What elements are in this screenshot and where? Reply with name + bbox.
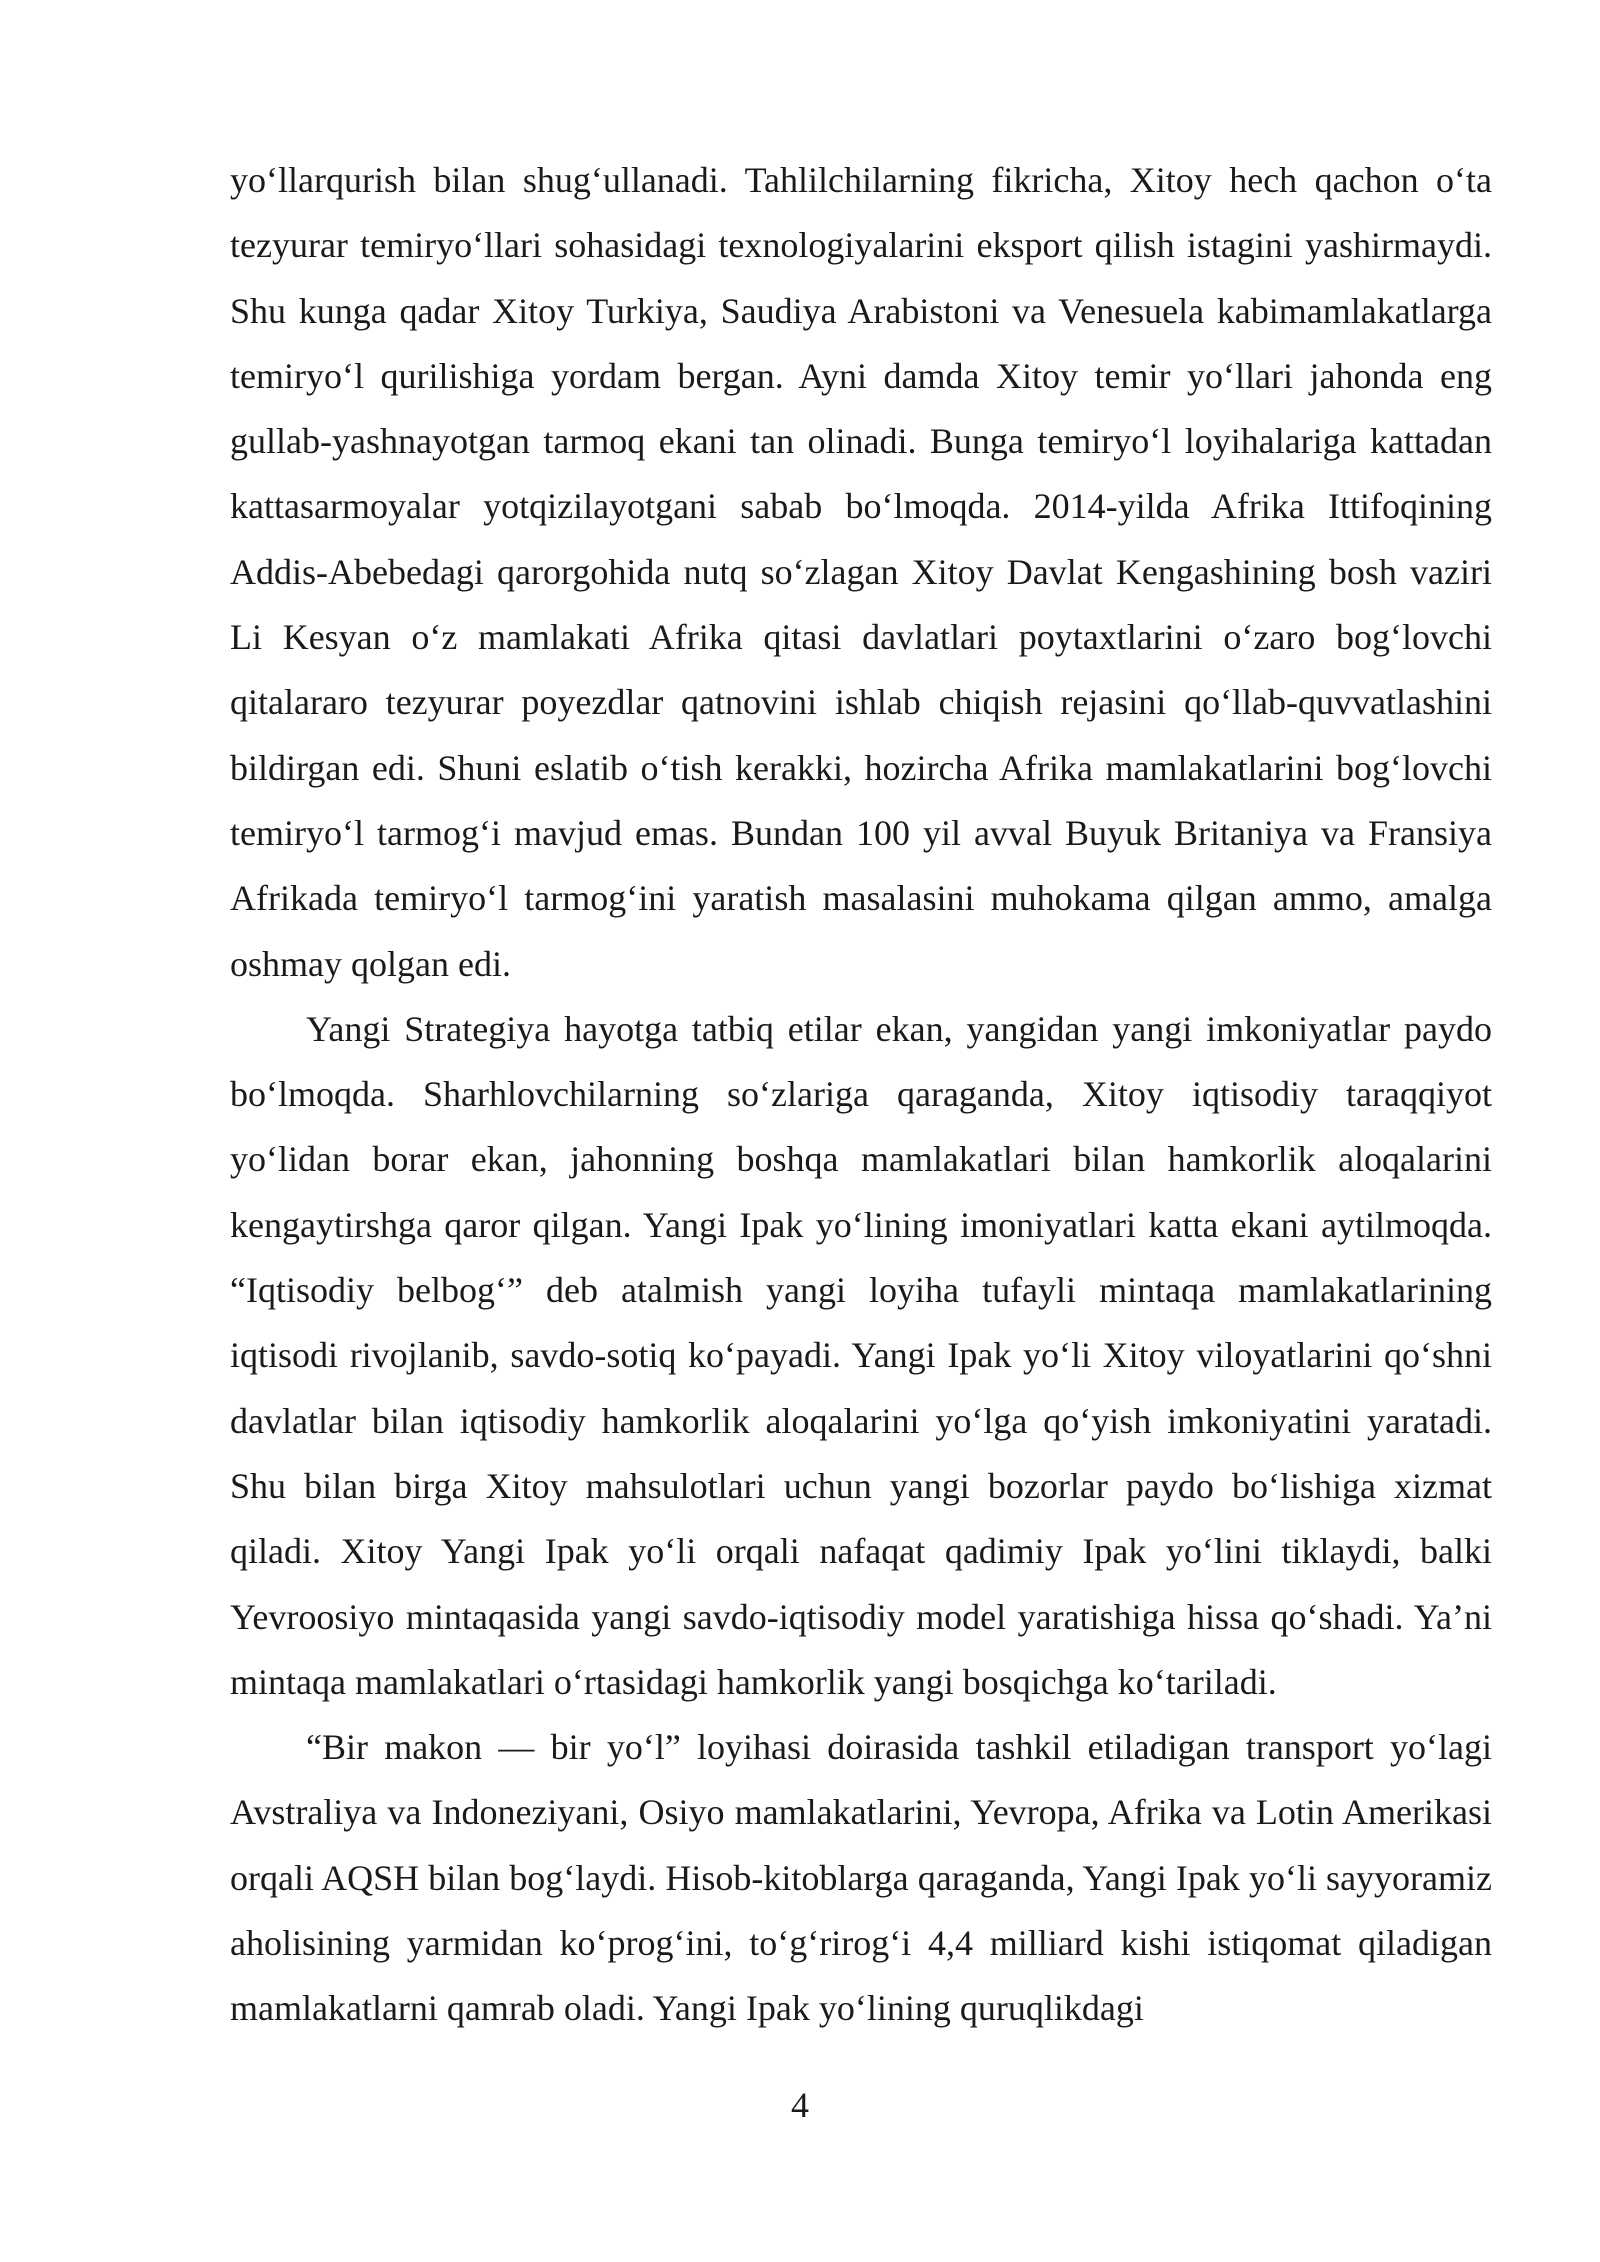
paragraph-3: “Bir makon — bir yo‘l” loyihasi doirasida tashkil etiladigan transport yo‘lagi Avstraliya va Indoneziyani, Osiyo mamlakatlarini, Yevropa, Afrika va Lotin Amerikasi orqali AQSH bilan bog‘laydi. Hisob-kitoblarga qaraganda, Yangi Ipak yo‘li sayyoramiz aholisining yarmidan ko‘prog‘ini, to‘g‘rirog‘i 4,4 milliard kishi istiqomat qiladigan mamlakatlarni qamrab oladi. Yangi Ipak yo‘lining quruqlikdagi: [230, 1727, 1492, 2029]
paragraph-2: Yangi Strategiya hayotga tatbiq etilar ekan, yangidan yangi imkoniyatlar paydo bo‘lmoqda. Sharhlovchilarning so‘zlariga qaraganda, Xitoy iqtisodiy taraqqiyot yo‘lidan borar ekan, jahonning boshqa mamlakatlari bilan hamkorlik aloqalarini kengaytirshga qaror qilgan. Yangi Ipak yo‘lining imoniyatlari katta ekani aytilmoqda. “Iqtisodiy belbog‘” deb atalmish yangi loyiha tufayli mintaqa mamlakatlarining iqtisodi rivojlanib, savdo-sotiq ko‘payadi. Yangi Ipak yo‘li Xitoy viloyatlarini qo‘shni davlatlar bilan iqtisodiy hamkorlik aloqalarini yo‘lga qo‘yish imkoniyatini yaratadi. Shu bilan birga Xitoy mahsulotlari uchun yangi bozorlar paydo bo‘lishiga xizmat qiladi. Xitoy Yangi Ipak yo‘li orqali nafaqat qadimiy Ipak yo‘lini tiklaydi, balki Yevroosiyo mintaqasida yangi savdo-iqtisodiy model yaratishiga hissa qo‘shadi. Ya’ni mintaqa mamlakatlari o‘rtasidagi hamkorlik yangi bosqichga ko‘tariladi.: [230, 1008, 1492, 1702]
page-number: 4: [791, 2085, 809, 2125]
body-text: [230, 148, 1492, 2042]
paragraph-1: yo‘llarqurish bilan shug‘ullanadi. Tahlilchilarning fikricha, Xitoy hech qachon o‘ta tezyurar temiryo‘llari sohasidagi texnologiyalarini eksport qilish istagini yashirmaydi. Shu kunga qadar Xitoy Turkiya, Saudiya Arabistoni va Venesuela kabimamlakatlarga temiryo‘l qurilishiga yordam bergan. Ayni damda Xitoy temir yo‘llari jahonda eng gullab-yashnayotgan tarmoq ekani tan olinadi. Bunga temiryo‘l loyihalariga kattadan kattasarmoyalar yotqizilayotgani sabab bo‘lmoqda. 2014-yilda Afrika Ittifoqining Addis-Abebedagi qarorgohida nutq so‘zlagan Xitoy Davlat Kengashining bosh vaziri Li Kesyan o‘z mamlakati Afrika qitasi davlatlari poytaxtlarini o‘zaro bog‘lovchi qitalararo tezyurar poyezdlar qatnovini ishlab chiqish rejasini qo‘llab-quvvatlashini bildirgan edi. Shuni eslatib o‘tish kerakki, hozircha Afrika mamlakatlarini bog‘lovchi temiryo‘l tarmog‘i mavjud emas. Bundan 100 yil avval Buyuk Britaniya va Fransiya Afrikada temiryo‘l tarmog‘ini yaratish masalasini muhokama qilgan ammo, amalga oshmay qolgan edi.: [230, 160, 1492, 984]
